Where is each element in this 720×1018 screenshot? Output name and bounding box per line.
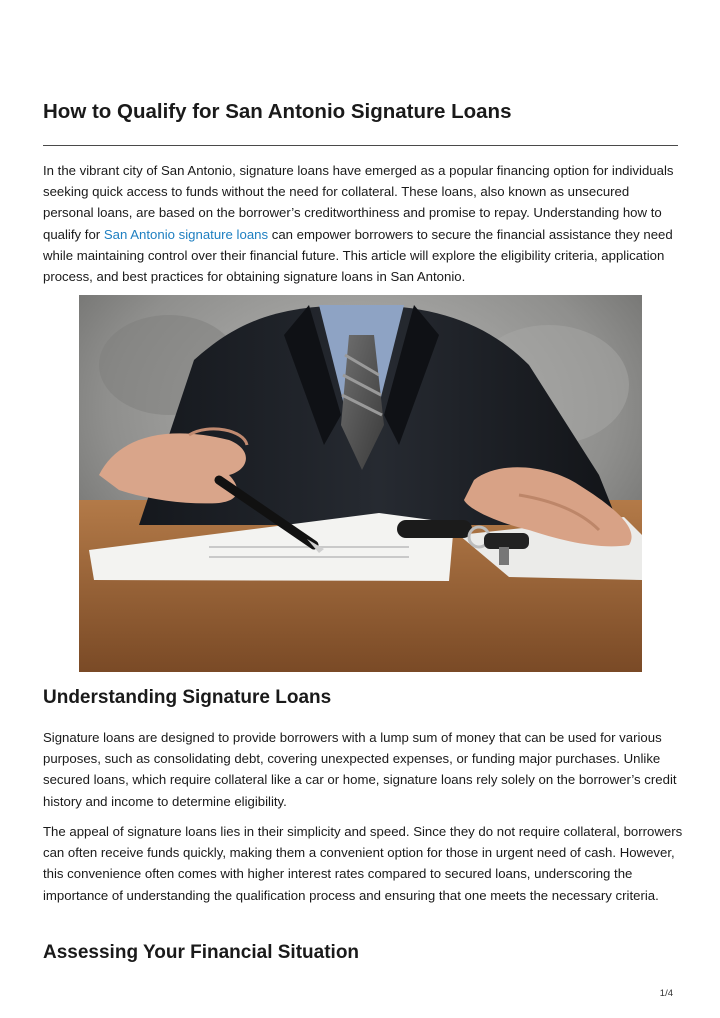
article-title: How to Qualify for San Antonio Signature Loans	[43, 100, 512, 123]
section-paragraph: Signature loans are designed to provide borrowers with a lump sum of money that can be used for various purposes, such as consolidating debt, covering unexpected expenses, or funding major purchases. Unlike secured loans, which require collateral like a car or home, signature loans rely solely on the borrower’s credit history and income to determine eligibility.	[43, 730, 677, 809]
intro-text-before-link: In the vibrant city of San Antonio, signature loans have emerged as a popular financing option for individuals seeking quick access to funds without the need for collateral. These loans, also known as unsecured personal loans, are based on the borrower’s creditworthiness and promise to repay. Understanding how to qualify for	[43, 163, 674, 242]
section-paragraph: The appeal of signature loans lies in their simplicity and speed. Since they do not require collateral, borrowers can often receive funds quickly, making them a convenient option for those in urgent need of cash. However, this convenience often comes with higher interest rates compared to secured loans, underscoring the importance of understanding the qualification process and ensuring that one meets the necessary criteria.	[43, 824, 683, 903]
san-antonio-signature-loans-link[interactable]: San Antonio signature loans	[103, 226, 269, 242]
businessman-signing-document-photo	[79, 295, 642, 672]
section-heading-assessing: Assessing Your Financial Situation	[43, 942, 360, 963]
intro-text-after-link: can empower borrowers to secure the financial assistance they need while maintaining control over their financial future. This article will explore the eligibility criteria, application process, and best practices for obtaining signature loans in San Antonio.	[43, 226, 673, 285]
intro-paragraph	[43, 160, 683, 287]
title-divider	[43, 145, 678, 146]
section-heading-understanding: Understanding Signature Loans	[43, 687, 332, 708]
page-number: 1/4	[659, 988, 673, 999]
